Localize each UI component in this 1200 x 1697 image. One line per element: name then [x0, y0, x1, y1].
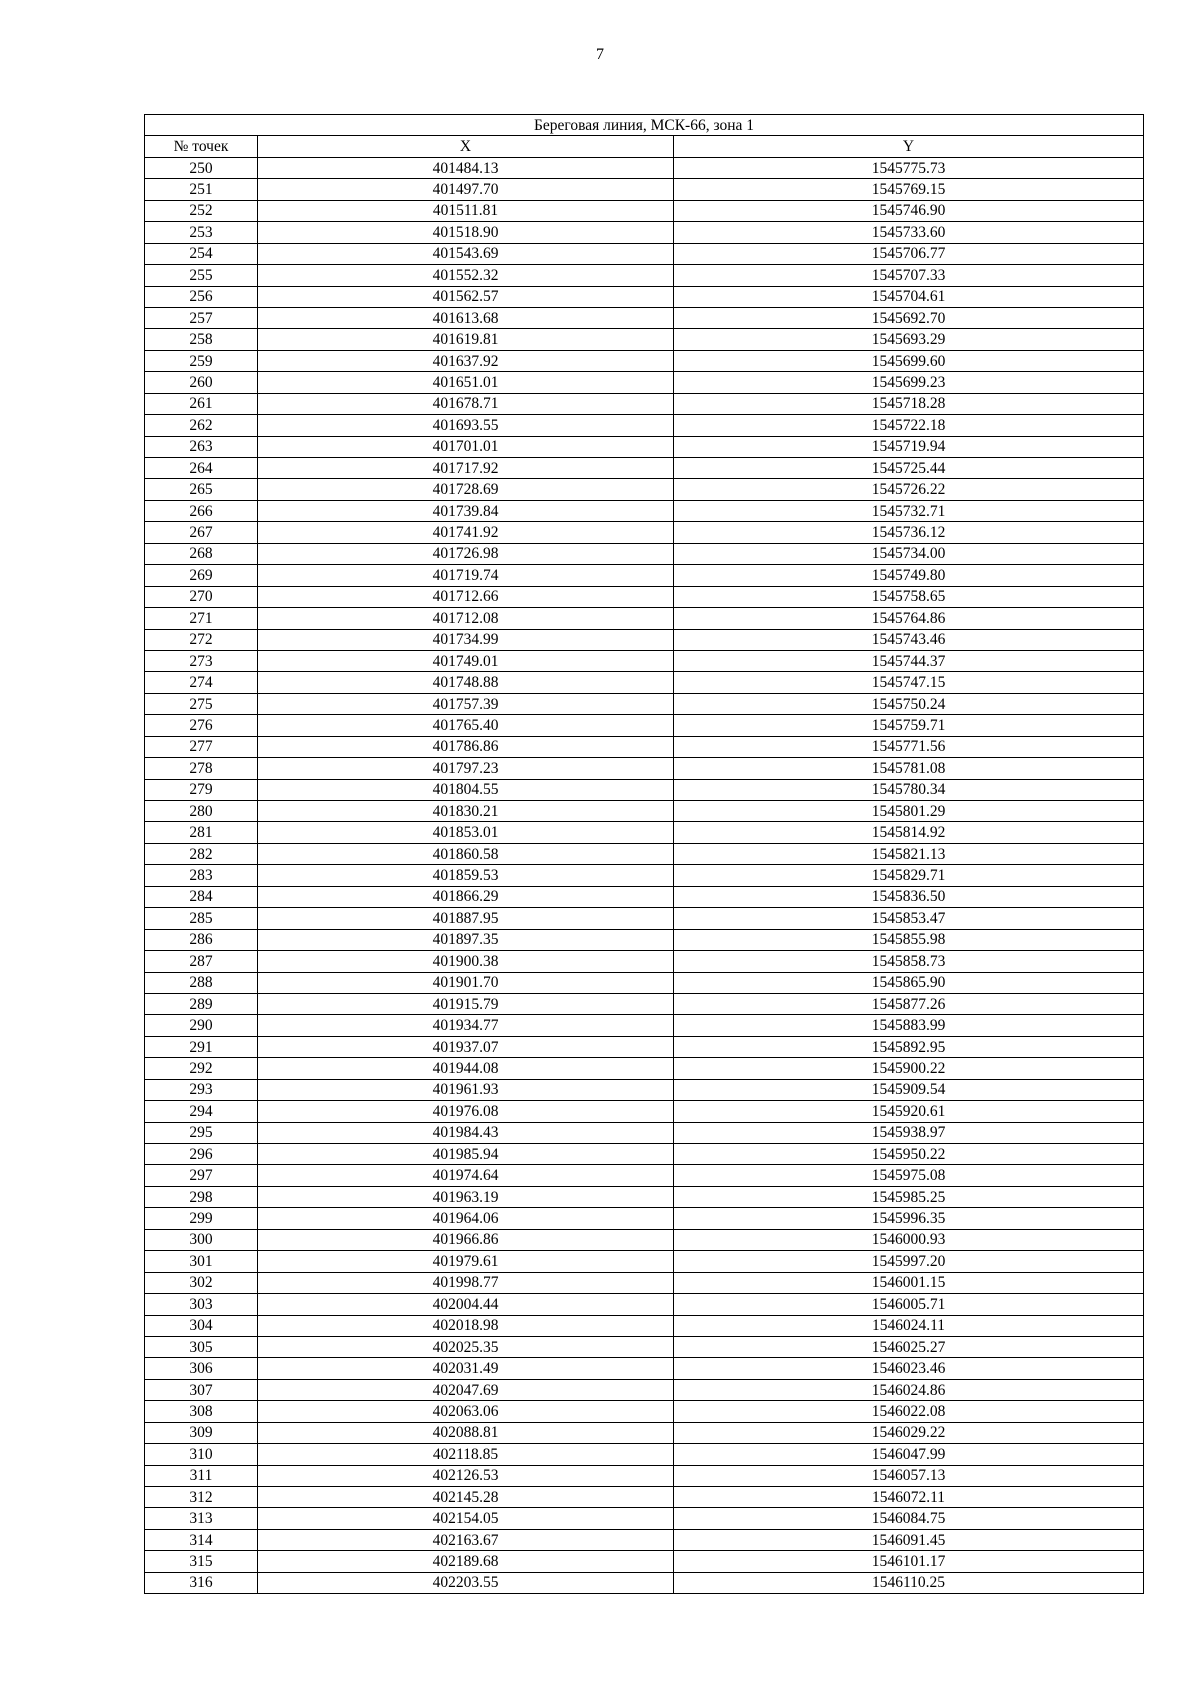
y-coordinate-cell: 1545829.71: [674, 865, 1144, 886]
y-coordinate-cell: 1545746.90: [674, 200, 1144, 221]
y-coordinate-cell: 1545855.98: [674, 929, 1144, 950]
point-number-cell: 298: [145, 1186, 258, 1207]
table-row: [145, 779, 1144, 800]
table-row: [145, 929, 1144, 950]
table-row: [145, 543, 1144, 564]
y-coordinate-cell: 1546057.13: [674, 1465, 1144, 1486]
y-coordinate-cell: 1545821.13: [674, 843, 1144, 864]
x-coordinate-cell: 401963.19: [258, 1186, 674, 1207]
y-coordinate-cell: 1545836.50: [674, 886, 1144, 907]
point-number-cell: 263: [145, 436, 258, 457]
table-row: [145, 801, 1144, 822]
y-coordinate-cell: 1546001.15: [674, 1272, 1144, 1293]
table-row: [145, 1294, 1144, 1315]
table-row: [145, 565, 1144, 586]
table-row: [145, 1122, 1144, 1143]
x-coordinate-cell: 401749.01: [258, 650, 674, 671]
y-coordinate-cell: 1546029.22: [674, 1422, 1144, 1443]
y-coordinate-cell: 1545743.46: [674, 629, 1144, 650]
y-coordinate-cell: 1546024.11: [674, 1315, 1144, 1336]
table-row: [145, 1508, 1144, 1529]
coordinates-table: [144, 114, 1144, 1594]
x-coordinate-cell: 401765.40: [258, 715, 674, 736]
x-coordinate-cell: 401901.70: [258, 972, 674, 993]
point-number-cell: 295: [145, 1122, 258, 1143]
y-coordinate-cell: 1545883.99: [674, 1015, 1144, 1036]
y-coordinate-cell: 1545920.61: [674, 1101, 1144, 1122]
y-coordinate-cell: 1545775.73: [674, 157, 1144, 178]
table-row: [145, 586, 1144, 607]
y-coordinate-cell: 1545732.71: [674, 500, 1144, 521]
x-coordinate-cell: 402145.28: [258, 1487, 674, 1508]
x-coordinate-cell: 402118.85: [258, 1444, 674, 1465]
table-row: [145, 1401, 1144, 1422]
point-number-cell: 290: [145, 1015, 258, 1036]
point-number-cell: 315: [145, 1551, 258, 1572]
point-number-cell: 265: [145, 479, 258, 500]
point-number-cell: 289: [145, 993, 258, 1014]
x-coordinate-cell: 401552.32: [258, 265, 674, 286]
y-coordinate-cell: 1545985.25: [674, 1186, 1144, 1207]
x-coordinate-cell: 401678.71: [258, 393, 674, 414]
y-coordinate-cell: 1545725.44: [674, 458, 1144, 479]
table-row: [145, 758, 1144, 779]
y-coordinate-cell: 1545750.24: [674, 693, 1144, 714]
y-coordinate-cell: 1545865.90: [674, 972, 1144, 993]
point-number-cell: 283: [145, 865, 258, 886]
point-number-cell: 312: [145, 1487, 258, 1508]
x-coordinate-cell: 402163.67: [258, 1529, 674, 1550]
table-row: [145, 1336, 1144, 1357]
y-coordinate-cell: 1545722.18: [674, 415, 1144, 436]
table-row: [145, 436, 1144, 457]
table-body: [145, 157, 1144, 1593]
x-coordinate-cell: 401543.69: [258, 243, 674, 264]
table-row: [145, 608, 1144, 629]
x-coordinate-cell: 402203.55: [258, 1572, 674, 1593]
table-row: [145, 843, 1144, 864]
table-row: [145, 1572, 1144, 1593]
table-title: Береговая линия, МСК-66, зона 1: [145, 115, 1144, 136]
table-row: [145, 672, 1144, 693]
x-coordinate-cell: 401966.86: [258, 1229, 674, 1250]
x-coordinate-cell: 401804.55: [258, 779, 674, 800]
x-coordinate-cell: 401998.77: [258, 1272, 674, 1293]
x-coordinate-cell: 401484.13: [258, 157, 674, 178]
x-coordinate-cell: 401719.74: [258, 565, 674, 586]
y-coordinate-cell: 1545975.08: [674, 1165, 1144, 1186]
x-coordinate-cell: 401619.81: [258, 329, 674, 350]
y-coordinate-cell: 1546005.71: [674, 1294, 1144, 1315]
y-coordinate-cell: 1545858.73: [674, 951, 1144, 972]
point-number-cell: 250: [145, 157, 258, 178]
x-coordinate-cell: 402004.44: [258, 1294, 674, 1315]
table-row: [145, 307, 1144, 328]
point-number-cell: 281: [145, 822, 258, 843]
y-coordinate-cell: 1545719.94: [674, 436, 1144, 457]
y-coordinate-cell: 1545938.97: [674, 1122, 1144, 1143]
point-number-cell: 272: [145, 629, 258, 650]
x-coordinate-cell: 401717.92: [258, 458, 674, 479]
table-row: [145, 1251, 1144, 1272]
table-row: [145, 522, 1144, 543]
table-row: [145, 372, 1144, 393]
x-coordinate-cell: 401887.95: [258, 908, 674, 929]
table-row: [145, 693, 1144, 714]
point-number-cell: 270: [145, 586, 258, 607]
x-coordinate-cell: 401897.35: [258, 929, 674, 950]
point-number-cell: 256: [145, 286, 258, 307]
point-number-cell: 251: [145, 179, 258, 200]
table-row: [145, 1358, 1144, 1379]
table-row: [145, 1444, 1144, 1465]
y-coordinate-cell: 1545909.54: [674, 1079, 1144, 1100]
y-coordinate-cell: 1545814.92: [674, 822, 1144, 843]
point-number-cell: 282: [145, 843, 258, 864]
y-coordinate-cell: 1545801.29: [674, 801, 1144, 822]
y-coordinate-cell: 1545892.95: [674, 1036, 1144, 1057]
table-title-row: [145, 115, 1144, 136]
x-coordinate-cell: 401979.61: [258, 1251, 674, 1272]
x-coordinate-cell: 401937.07: [258, 1036, 674, 1057]
point-number-cell: 276: [145, 715, 258, 736]
y-coordinate-cell: 1545718.28: [674, 393, 1144, 414]
point-number-cell: 309: [145, 1422, 258, 1443]
x-coordinate-cell: 401518.90: [258, 222, 674, 243]
x-coordinate-cell: 401734.99: [258, 629, 674, 650]
y-coordinate-cell: 1546101.17: [674, 1551, 1144, 1572]
point-number-cell: 254: [145, 243, 258, 264]
y-coordinate-cell: 1546022.08: [674, 1401, 1144, 1422]
x-coordinate-cell: 401728.69: [258, 479, 674, 500]
x-coordinate-cell: 402031.49: [258, 1358, 674, 1379]
point-number-cell: 304: [145, 1315, 258, 1336]
y-coordinate-cell: 1545900.22: [674, 1058, 1144, 1079]
y-coordinate-cell: 1545758.65: [674, 586, 1144, 607]
point-number-cell: 260: [145, 372, 258, 393]
y-coordinate-cell: 1545733.60: [674, 222, 1144, 243]
point-number-cell: 267: [145, 522, 258, 543]
y-coordinate-cell: 1546047.99: [674, 1444, 1144, 1465]
table-row: [145, 736, 1144, 757]
point-number-cell: 296: [145, 1144, 258, 1165]
y-coordinate-cell: 1545853.47: [674, 908, 1144, 929]
y-coordinate-cell: 1546091.45: [674, 1529, 1144, 1550]
table-row: [145, 200, 1144, 221]
point-number-cell: 255: [145, 265, 258, 286]
table-row: [145, 1144, 1144, 1165]
table-row: [145, 1058, 1144, 1079]
x-coordinate-cell: 401712.08: [258, 608, 674, 629]
y-coordinate-cell: 1546110.25: [674, 1572, 1144, 1593]
point-number-cell: 310: [145, 1444, 258, 1465]
table-row: [145, 822, 1144, 843]
header-x: X: [258, 136, 674, 157]
table-row: [145, 286, 1144, 307]
x-coordinate-cell: 401900.38: [258, 951, 674, 972]
y-coordinate-cell: 1546023.46: [674, 1358, 1144, 1379]
y-coordinate-cell: 1545781.08: [674, 758, 1144, 779]
y-coordinate-cell: 1545747.15: [674, 672, 1144, 693]
table-row: [145, 415, 1144, 436]
point-number-cell: 258: [145, 329, 258, 350]
x-coordinate-cell: 401984.43: [258, 1122, 674, 1143]
point-number-cell: 252: [145, 200, 258, 221]
x-coordinate-cell: 401944.08: [258, 1058, 674, 1079]
point-number-cell: 279: [145, 779, 258, 800]
x-coordinate-cell: 401934.77: [258, 1015, 674, 1036]
x-coordinate-cell: 401757.39: [258, 693, 674, 714]
x-coordinate-cell: 401637.92: [258, 350, 674, 371]
table-row: [145, 329, 1144, 350]
table-row: [145, 243, 1144, 264]
point-number-cell: 301: [145, 1251, 258, 1272]
table-row: [145, 951, 1144, 972]
y-coordinate-cell: 1545764.86: [674, 608, 1144, 629]
table-row: [145, 650, 1144, 671]
point-number-cell: 277: [145, 736, 258, 757]
y-coordinate-cell: 1545707.33: [674, 265, 1144, 286]
x-coordinate-cell: 401974.64: [258, 1165, 674, 1186]
y-coordinate-cell: 1545877.26: [674, 993, 1144, 1014]
x-coordinate-cell: 402018.98: [258, 1315, 674, 1336]
point-number-cell: 299: [145, 1208, 258, 1229]
x-coordinate-cell: 401613.68: [258, 307, 674, 328]
point-number-cell: 311: [145, 1465, 258, 1486]
y-coordinate-cell: 1546024.86: [674, 1379, 1144, 1400]
x-coordinate-cell: 402025.35: [258, 1336, 674, 1357]
table-row: [145, 715, 1144, 736]
point-number-cell: 300: [145, 1229, 258, 1250]
table-row: [145, 222, 1144, 243]
y-coordinate-cell: 1545699.60: [674, 350, 1144, 371]
y-coordinate-cell: 1546072.11: [674, 1487, 1144, 1508]
point-number-cell: 287: [145, 951, 258, 972]
point-number-cell: 271: [145, 608, 258, 629]
table-row: [145, 157, 1144, 178]
x-coordinate-cell: 402088.81: [258, 1422, 674, 1443]
point-number-cell: 313: [145, 1508, 258, 1529]
table-row: [145, 458, 1144, 479]
x-coordinate-cell: 402126.53: [258, 1465, 674, 1486]
table-row: [145, 972, 1144, 993]
x-coordinate-cell: 401701.01: [258, 436, 674, 457]
y-coordinate-cell: 1545996.35: [674, 1208, 1144, 1229]
point-number-cell: 268: [145, 543, 258, 564]
header-point-number: № точек: [145, 136, 258, 157]
point-number-cell: 293: [145, 1079, 258, 1100]
x-coordinate-cell: 402047.69: [258, 1379, 674, 1400]
table-row: [145, 993, 1144, 1014]
y-coordinate-cell: 1545693.29: [674, 329, 1144, 350]
x-coordinate-cell: 401748.88: [258, 672, 674, 693]
x-coordinate-cell: 401562.57: [258, 286, 674, 307]
table-row: [145, 1551, 1144, 1572]
x-coordinate-cell: 401741.92: [258, 522, 674, 543]
x-coordinate-cell: 401964.06: [258, 1208, 674, 1229]
y-coordinate-cell: 1545692.70: [674, 307, 1144, 328]
x-coordinate-cell: 401693.55: [258, 415, 674, 436]
point-number-cell: 314: [145, 1529, 258, 1550]
table-row: [145, 908, 1144, 929]
page-number: 7: [596, 46, 604, 63]
point-number-cell: 286: [145, 929, 258, 950]
y-coordinate-cell: 1545744.37: [674, 650, 1144, 671]
header-y: Y: [674, 136, 1144, 157]
x-coordinate-cell: 401786.86: [258, 736, 674, 757]
table-row: [145, 1229, 1144, 1250]
x-coordinate-cell: 401726.98: [258, 543, 674, 564]
table-row: [145, 1101, 1144, 1122]
y-coordinate-cell: 1545699.23: [674, 372, 1144, 393]
x-coordinate-cell: 401985.94: [258, 1144, 674, 1165]
table-row: [145, 865, 1144, 886]
point-number-cell: 278: [145, 758, 258, 779]
table-row: [145, 500, 1144, 521]
x-coordinate-cell: 401739.84: [258, 500, 674, 521]
y-coordinate-cell: 1545749.80: [674, 565, 1144, 586]
table-row: [145, 1272, 1144, 1293]
x-coordinate-cell: 401859.53: [258, 865, 674, 886]
point-number-cell: 280: [145, 801, 258, 822]
y-coordinate-cell: 1545759.71: [674, 715, 1144, 736]
point-number-cell: 253: [145, 222, 258, 243]
y-coordinate-cell: 1546084.75: [674, 1508, 1144, 1529]
y-coordinate-cell: 1545704.61: [674, 286, 1144, 307]
table-row: [145, 1015, 1144, 1036]
y-coordinate-cell: 1545706.77: [674, 243, 1144, 264]
point-number-cell: 261: [145, 393, 258, 414]
point-number-cell: 275: [145, 693, 258, 714]
point-number-cell: 292: [145, 1058, 258, 1079]
x-coordinate-cell: 401961.93: [258, 1079, 674, 1100]
point-number-cell: 291: [145, 1036, 258, 1057]
table-row: [145, 179, 1144, 200]
point-number-cell: 303: [145, 1294, 258, 1315]
table-row: [145, 265, 1144, 286]
table-row: [145, 393, 1144, 414]
table-row: [145, 1036, 1144, 1057]
y-coordinate-cell: 1546000.93: [674, 1229, 1144, 1250]
x-coordinate-cell: 402189.68: [258, 1551, 674, 1572]
y-coordinate-cell: 1545997.20: [674, 1251, 1144, 1272]
table-header-row: [145, 136, 1144, 157]
table-row: [145, 1186, 1144, 1207]
point-number-cell: 297: [145, 1165, 258, 1186]
x-coordinate-cell: 401915.79: [258, 993, 674, 1014]
point-number-cell: 316: [145, 1572, 258, 1593]
y-coordinate-cell: 1545771.56: [674, 736, 1144, 757]
point-number-cell: 294: [145, 1101, 258, 1122]
x-coordinate-cell: 401976.08: [258, 1101, 674, 1122]
table-row: [145, 886, 1144, 907]
point-number-cell: 284: [145, 886, 258, 907]
point-number-cell: 264: [145, 458, 258, 479]
y-coordinate-cell: 1545736.12: [674, 522, 1144, 543]
table-row: [145, 1165, 1144, 1186]
table-row: [145, 479, 1144, 500]
point-number-cell: 302: [145, 1272, 258, 1293]
x-coordinate-cell: 401866.29: [258, 886, 674, 907]
point-number-cell: 307: [145, 1379, 258, 1400]
x-coordinate-cell: 401830.21: [258, 801, 674, 822]
table-row: [145, 629, 1144, 650]
point-number-cell: 274: [145, 672, 258, 693]
point-number-cell: 262: [145, 415, 258, 436]
point-number-cell: 305: [145, 1336, 258, 1357]
point-number-cell: 259: [145, 350, 258, 371]
table-row: [145, 1529, 1144, 1550]
table-row: [145, 1079, 1144, 1100]
table-row: [145, 1379, 1144, 1400]
x-coordinate-cell: 401497.70: [258, 179, 674, 200]
point-number-cell: 269: [145, 565, 258, 586]
y-coordinate-cell: 1546025.27: [674, 1336, 1144, 1357]
point-number-cell: 266: [145, 500, 258, 521]
y-coordinate-cell: 1545780.34: [674, 779, 1144, 800]
point-number-cell: 306: [145, 1358, 258, 1379]
table-row: [145, 350, 1144, 371]
x-coordinate-cell: 402063.06: [258, 1401, 674, 1422]
point-number-cell: 257: [145, 307, 258, 328]
x-coordinate-cell: 402154.05: [258, 1508, 674, 1529]
x-coordinate-cell: 401511.81: [258, 200, 674, 221]
table-row: [145, 1422, 1144, 1443]
x-coordinate-cell: 401712.66: [258, 586, 674, 607]
point-number-cell: 273: [145, 650, 258, 671]
table-row: [145, 1487, 1144, 1508]
y-coordinate-cell: 1545950.22: [674, 1144, 1144, 1165]
x-coordinate-cell: 401853.01: [258, 822, 674, 843]
y-coordinate-cell: 1545734.00: [674, 543, 1144, 564]
table-row: [145, 1315, 1144, 1336]
table-row: [145, 1208, 1144, 1229]
point-number-cell: 285: [145, 908, 258, 929]
table-row: [145, 1465, 1144, 1486]
x-coordinate-cell: 401797.23: [258, 758, 674, 779]
point-number-cell: 308: [145, 1401, 258, 1422]
point-number-cell: 288: [145, 972, 258, 993]
y-coordinate-cell: 1545769.15: [674, 179, 1144, 200]
x-coordinate-cell: 401860.58: [258, 843, 674, 864]
y-coordinate-cell: 1545726.22: [674, 479, 1144, 500]
x-coordinate-cell: 401651.01: [258, 372, 674, 393]
